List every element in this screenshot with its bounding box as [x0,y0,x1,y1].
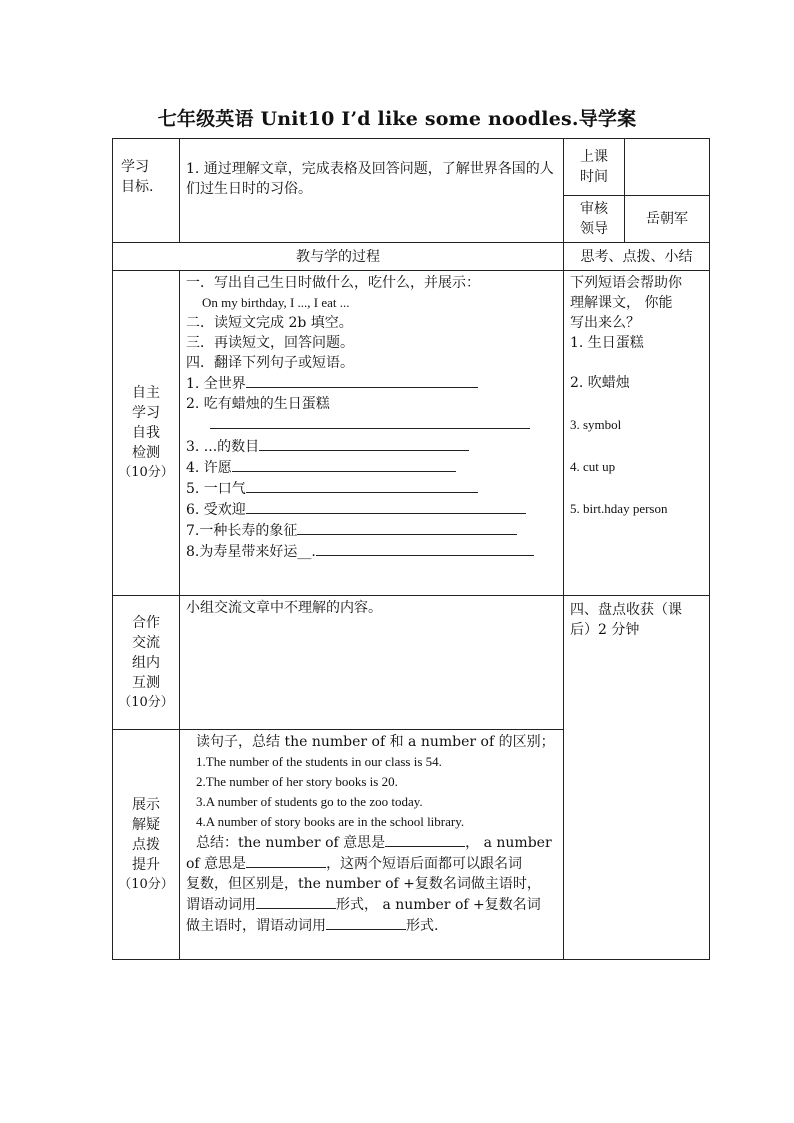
answer-blank[interactable] [326,915,406,930]
task-2: 二．读短文完成 2b 填空。 [186,315,353,331]
example-sentence-2: 2.The number of her story books is 20. [196,774,398,789]
show-instruction: 读句子，总结 the number of 和 a number of 的区别； [196,734,555,750]
study-plan-table [112,138,710,960]
answer-blank[interactable] [246,853,326,868]
task-3: 三．再读短文，回答问题。 [186,335,354,351]
show-content [180,730,564,960]
translate-item-7: 7.一种长寿的象征 [186,520,557,541]
translate-item-3: 3. ...的数目 [186,436,557,457]
objective-label: 学习目标. [121,159,154,195]
answer-blank[interactable] [297,520,517,535]
class-time-label-cell [564,139,625,196]
group-content: 小组交流文章中不理解的内容。 [180,596,564,730]
task-4: 四．翻译下列句子或短语。 [186,355,354,371]
summary-line-4: 谓语动词用 形式， a number of +复数名词 [186,894,557,915]
objective-text-cell [180,139,564,243]
summary-line-3: 复数，但区别是，the number of +复数名词做主语时， [186,876,541,892]
think-header: 思考、点拨、小结 [564,243,710,271]
objective-text: 1. 通过理解文章，完成表格及回答问题，了解世界各国的人们过生日时的习俗。 [186,161,554,197]
example-sentence-3: 3.A number of students go to the zoo today. [196,794,423,809]
side-notes: 下列短语会帮助你 理解课文， 你能 写出来么？ 1. 生日蛋糕 2. 吹蜡烛 3. symbol 4. cut up 5. birt.hday person [564,271,710,596]
show-label: 展示 解疑 点拨 提升 （10分） [113,730,180,960]
task-1: 一．写出自己生日时做什么，吃什么，并展示： [186,275,480,291]
answer-blank[interactable] [232,457,456,472]
class-time-label: 上课时间 [580,149,608,185]
answer-blank[interactable] [259,436,469,451]
translate-item-2-line [186,414,557,436]
example-sentence-1: 1.The number of the students in our class is 54. [196,754,442,769]
reviewer-value: 岳朝军 [646,211,688,227]
summary-cell: 四、盘点收获（课 后）2 分钟 [564,596,710,960]
task-1-example: On my birthday, I ..., I eat ... [202,295,350,310]
answer-blank[interactable] [385,832,465,847]
class-time-value-cell[interactable] [625,139,710,196]
answer-blank[interactable] [246,478,478,493]
example-sentence-4: 4.A number of story books are in the school library. [196,814,465,829]
answer-blank[interactable] [210,414,530,429]
answer-blank[interactable] [246,373,478,388]
self-study-label: 自主 学习 自我 检测 （10分） [113,271,180,596]
translate-item-8: 8.为寿星带来好运__. [186,541,557,562]
summary-line-2: of 意思是 ，这两个短语后面都可以跟名词 [186,853,557,874]
objective-label-cell [113,139,180,243]
process-header: 教与学的过程 [113,243,564,271]
translate-item-4: 4. 许愿 [186,457,557,478]
group-label: 合作 交流 组内 互测 （10分） [113,596,180,730]
answer-blank[interactable] [256,894,336,909]
page-title: 七年级英语 Unit10 I’d like some noodles.导学案 [157,108,637,130]
self-study-content [180,271,564,596]
answer-blank[interactable] [316,541,534,556]
answer-blank[interactable] [246,499,526,514]
summary-line-5: 做主语时，谓语动词用 形式. [186,915,557,936]
translate-item-1: 1. 全世界 [186,373,557,394]
reviewer-value-cell [625,196,710,243]
translate-item-2: 2. 吃有蜡烛的生日蛋糕 [186,396,330,412]
summary-line-1: 总结：the number of 意思是 ， a number [186,832,557,853]
translate-item-5: 5. 一口气 [186,478,557,499]
reviewer-label: 审核领导 [580,201,608,237]
reviewer-label-cell [564,196,625,243]
translate-item-6: 6. 受欢迎 [186,499,557,520]
